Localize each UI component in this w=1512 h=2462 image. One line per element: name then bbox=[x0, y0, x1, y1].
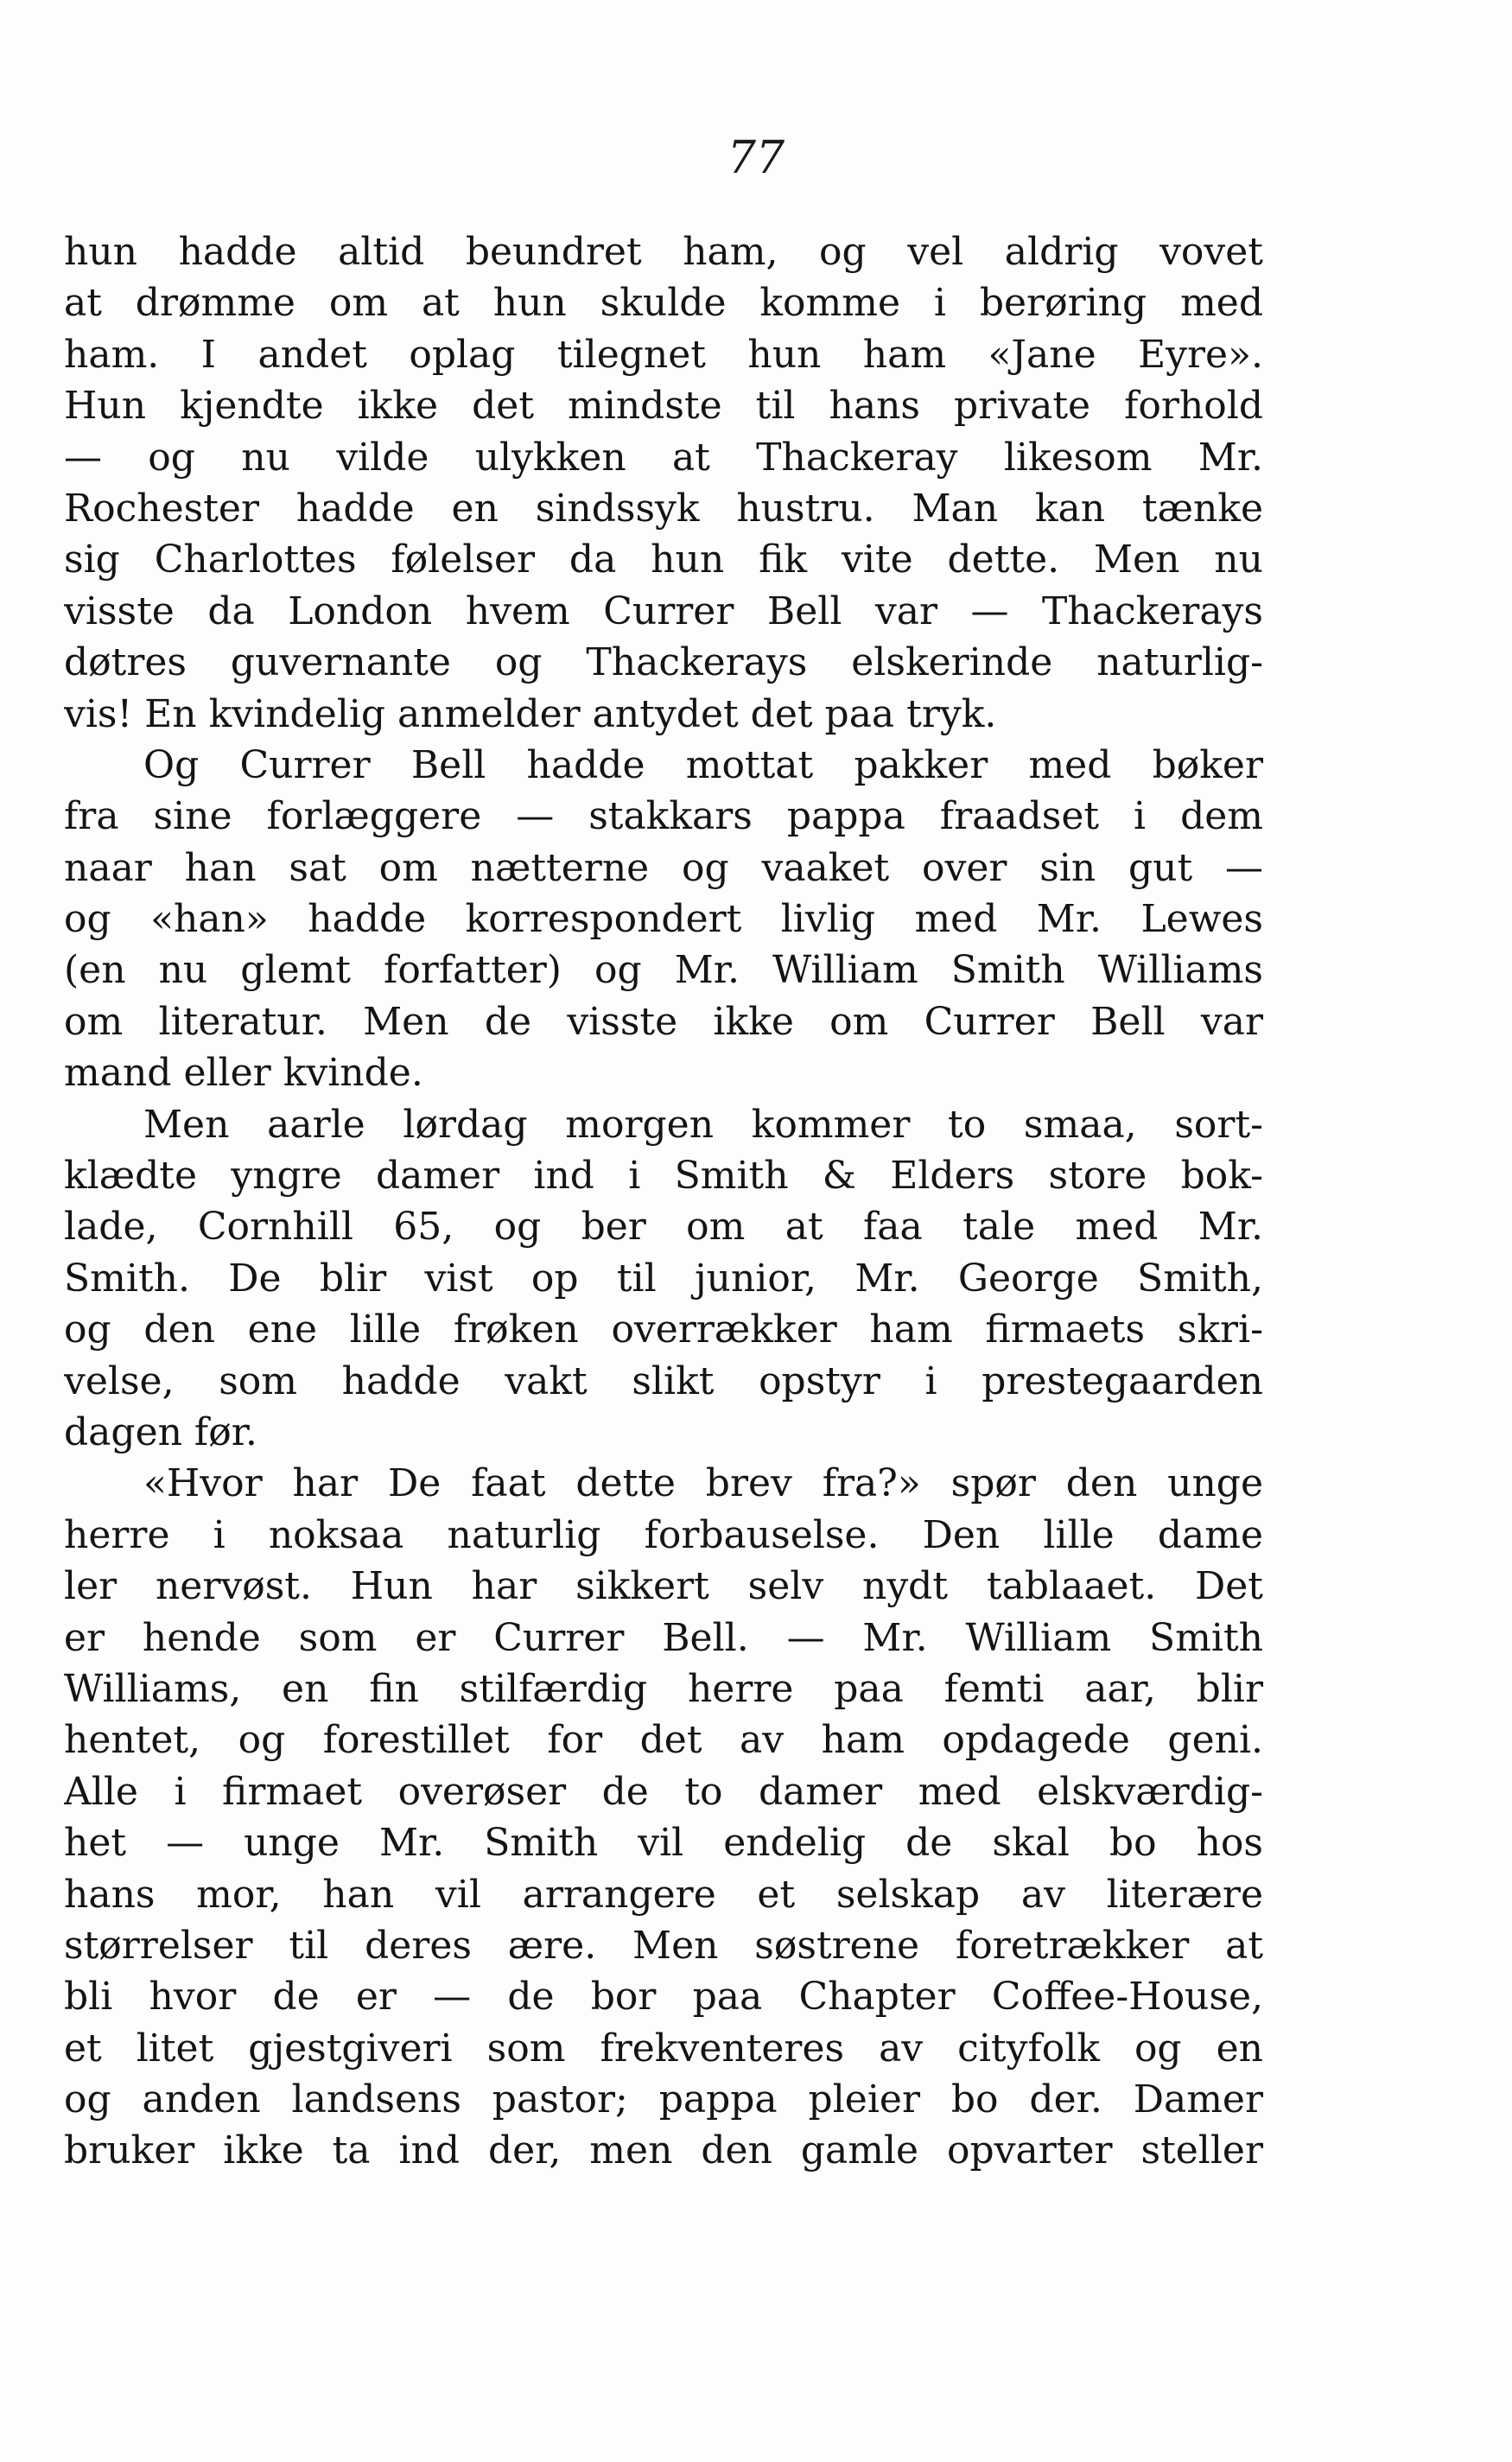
text-line: døtres guvernante og Thackerays elskerinde naturlig- bbox=[64, 640, 1263, 685]
text-line: bli hvor de er — de bor paa Chapter Coffee-House, bbox=[64, 1975, 1263, 2020]
text-line: klædte yngre damer ind i Smith & Elders store bok- bbox=[64, 1154, 1263, 1199]
body-text bbox=[64, 226, 1263, 2177]
text-line: og den ene lille frøken overrækker ham firmaets skri- bbox=[64, 1307, 1263, 1352]
text-line: hans mor, han vil arrangere et selskap av literære bbox=[64, 1872, 1263, 1917]
text-line: — og nu vilde ulykken at Thackeray likesom Mr. bbox=[64, 435, 1263, 480]
text-line: ler nervøst. Hun har sikkert selv nydt tablaaet. Det bbox=[64, 1564, 1263, 1609]
text-line: visste da London hvem Currer Bell var — Thackerays bbox=[64, 588, 1263, 633]
text-line: Hun kjendte ikke det mindste til hans private forhold bbox=[64, 384, 1263, 429]
text-line: «Hvor har De faat dette brev fra?» spør den unge bbox=[143, 1461, 1263, 1506]
text-line: mand eller kvinde. bbox=[64, 1051, 423, 1096]
text-line: vis! En kvindelig anmelder antydet det paa tryk. bbox=[64, 691, 997, 736]
text-line: Og Currer Bell hadde mottat pakker med bøker bbox=[143, 742, 1263, 787]
text-line: het — unge Mr. Smith vil endelig de skal bo hos bbox=[64, 1821, 1263, 1866]
text-line: hentet, og forestillet for det av ham opdagede geni. bbox=[64, 1718, 1263, 1763]
text-line: sig Charlottes følelser da hun fik vite dette. Men nu bbox=[64, 538, 1263, 582]
text-line: Smith. De blir vist op til junior, Mr. George Smith, bbox=[64, 1256, 1263, 1301]
text-line: fra sine forlæggere — stakkars pappa fraadset i dem bbox=[64, 794, 1263, 839]
text-line: Men aarle lørdag morgen kommer to smaa, sort- bbox=[143, 1102, 1263, 1147]
text-line: (en nu glemt forfatter) og Mr. William Smith Williams bbox=[64, 948, 1263, 993]
page-number: 77 bbox=[727, 132, 785, 184]
text-line: velse, som hadde vakt slikt opstyr i prestegaarden bbox=[64, 1358, 1263, 1403]
text-line: hun hadde altid beundret ham, og vel aldrig vovet bbox=[64, 230, 1263, 274]
text-line: og «han» hadde korrespondert livlig med Mr. Lewes bbox=[64, 897, 1263, 942]
text-line: Alle i firmaet overøser de to damer med elskværdig- bbox=[64, 1769, 1263, 1814]
text-line: naar han sat om nætterne og vaaket over sin gut — bbox=[64, 845, 1263, 890]
text-line: lade, Cornhill 65, og ber om at faa tale med Mr. bbox=[64, 1205, 1263, 1250]
text-line: herre i noksaa naturlig forbauselse. Den lille dame bbox=[64, 1512, 1263, 1557]
text-line: bruker ikke ta ind der, men den gamle opvarter steller bbox=[64, 2128, 1263, 2173]
text-line: størrelser til deres ære. Men søstrene foretrækker at bbox=[64, 1923, 1263, 1968]
text-line: Rochester hadde en sindssyk hustru. Man kan tænke bbox=[64, 486, 1263, 531]
text-line: Williams, en fin stilfærdig herre paa femti aar, blir bbox=[64, 1666, 1263, 1711]
text-line: et litet gjestgiveri som frekventeres av cityfolk og en bbox=[64, 2026, 1263, 2071]
text-line: dagen før. bbox=[64, 1409, 257, 1454]
text-line: at drømme om at hun skulde komme i berøring med bbox=[64, 281, 1263, 326]
text-line: om literatur. Men de visste ikke om Currer Bell var bbox=[64, 999, 1263, 1044]
text-line: ham. I andet oplag tilegnet hun ham «Jane Eyre». bbox=[64, 332, 1263, 377]
text-line: er hende som er Currer Bell. — Mr. William Smith bbox=[64, 1615, 1263, 1660]
text-line: og anden landsens pastor; pappa pleier bo der. Damer bbox=[64, 2077, 1263, 2122]
